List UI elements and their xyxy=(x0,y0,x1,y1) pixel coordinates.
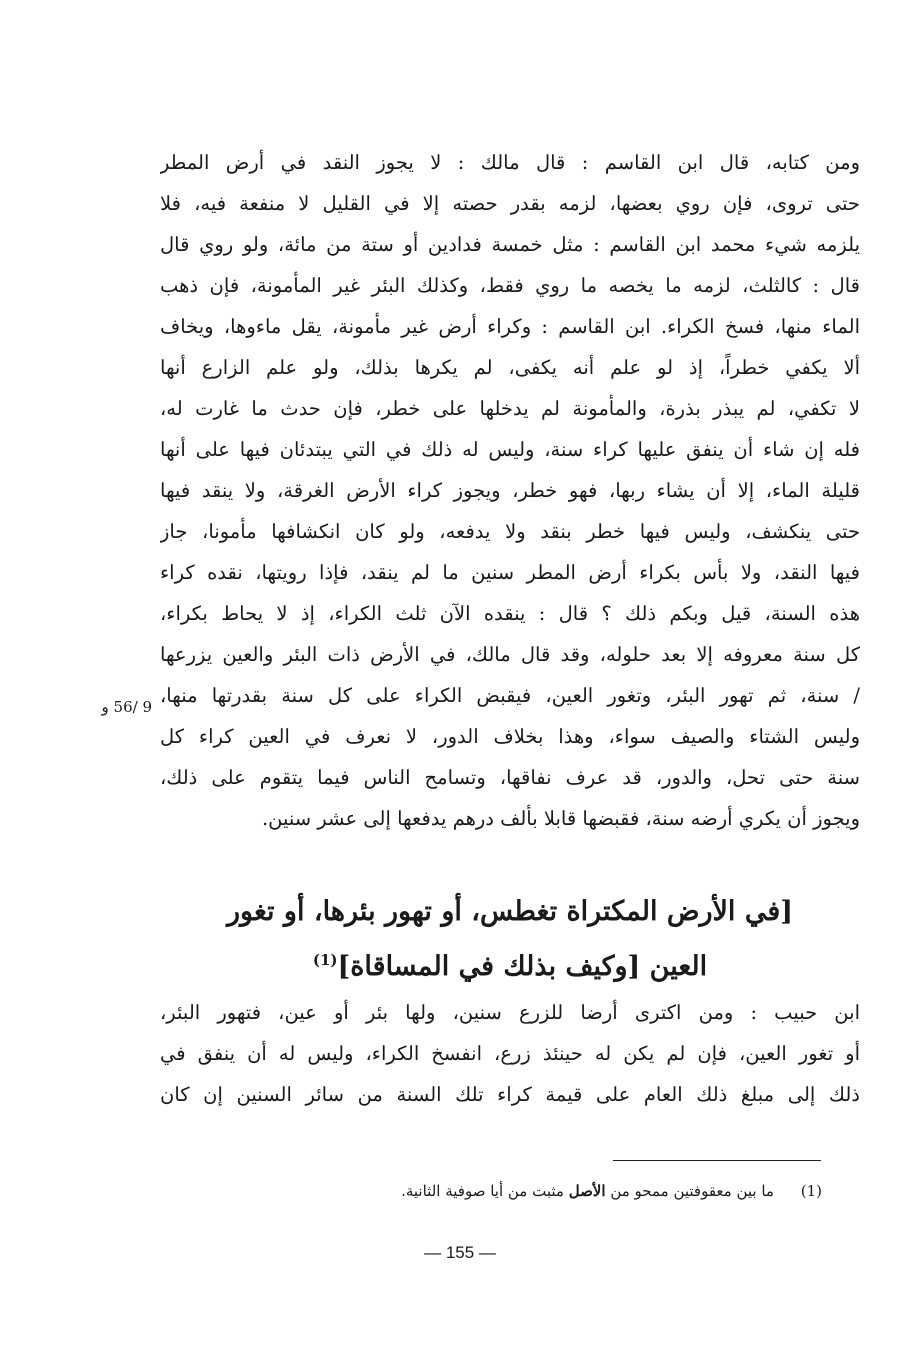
text-line: فيها النقد، ولا بأس بكراء أرض المطر سنين ما لم ينقد، فإذا رويتها، نقده كراء xyxy=(160,561,860,584)
footnote xyxy=(360,1174,822,1208)
text-line: كل سنة معروفه إلا بعد حلوله، وقد قال مالك، في الأرض ذات البئر والعين يزرعها xyxy=(160,643,860,666)
text-line: هذه السنة، قيل وبكم ذلك ؟ قال : ينقده الآن ثلث الكراء، إذ لا يحاط بكراء، xyxy=(160,602,860,625)
text-line: ومن كتابه، قال ابن القاسم : قال مالك : لا يجوز النقد في أرض المطر xyxy=(160,151,860,174)
text-line: ابن حبيب : ومن اكترى أرضا للزرع سنين، ولها بئر أو عين، فتهور البئر، xyxy=(160,1001,860,1024)
heading-line: [في الأرض المكتراة تغطس، أو تهور بئرها، أو تغور xyxy=(226,896,794,927)
footnote-source-name: الأصل xyxy=(568,1182,606,1200)
text-line: سنة حتى تحل، والدور، قد عرف نفاقها، وتسامح الناس فيما يتقوم على ذلك، xyxy=(160,766,860,789)
text-line: وليس الشتاء والصيف سواء، وهذا بخلاف الدور، لا نعرف في العين كراء كل xyxy=(160,725,860,748)
text-line: يلزمه شيء محمد ابن القاسم : مثل خمسة فدادين أو ستة من مائة، ولو روي قال xyxy=(160,233,860,256)
footnote-reference: (1) xyxy=(312,951,338,969)
footnote-text: مثبت من أيا صوفية الثانية. xyxy=(401,1182,564,1200)
heading-line-text: العين [وكيف بذلك في المساقاة] xyxy=(337,951,708,982)
text-line: لا تكفي، لم يبذر بذرة، والمأمونة لم يدخلها على خطر، فإن حدث ما غارت له، xyxy=(160,397,860,420)
footnote-number: (1) xyxy=(800,1182,822,1200)
text-line: أو تغور العين، فإن لم يكن له حينئذ زرع، انفسخ الكراء، وليس له أن ينفق في xyxy=(160,1042,860,1065)
text-line: حتى تروى، فإن روي بعضها، لزمه بقدر حصته إلا في القليل لا منفعة فيه، فلا xyxy=(160,192,860,215)
text-line: ألا يكفي خطراً، إذ لو علم أنه يكفى، لم يكرها بذلك، ولو علم الزارع أنها xyxy=(160,356,860,379)
text-line: الماء منها، فسخ الكراء. ابن القاسم : وكراء أرض غير مأمونة، يقل ماءوها، ويخاف xyxy=(160,315,860,338)
section-heading xyxy=(180,888,840,984)
text-line: / سنة، ثم تهور البئر، وتغور العين، فيقبض الكراء على كل سنة بقدرتها منها، xyxy=(160,684,860,707)
heading-line xyxy=(180,936,840,984)
manuscript-folio-note: 9 /56 و xyxy=(101,698,152,716)
text-line: حتى ينكشف، وليس فيها خطر بنقد ولا يدفعه، ولو كان انكشافها مأمونا، جاز xyxy=(160,520,860,543)
footnote-text: ما بين معقوفتين ممحو من xyxy=(610,1182,774,1200)
body-paragraph-1 xyxy=(160,142,860,839)
text-line: قليلة الماء، إلا أن يشاء ربها، فهو خطر، ويجوز كراء الأرض الغرقة، ولا ينقد فيها xyxy=(160,479,860,502)
text-line: فله إن شاء أن ينفق عليها كراء سنة، وليس له ذلك في التي يبتدئان فيها على أنها xyxy=(160,438,860,461)
text-line: قال : كالثلث، لزمه ما يخصه ما روي فقط، وكذلك البئر غير المأمونة، فإن ذهب xyxy=(160,274,860,297)
footnote-divider xyxy=(613,1160,821,1161)
body-paragraph-2 xyxy=(160,992,860,1115)
text-line: ذلك إلى مبلغ ذلك العام على قيمة كراء تلك السنة من سائر السنين إن كان xyxy=(160,1083,860,1106)
text-line: ويجوز أن يكري أرضه سنة، فقبضها قابلا بألف درهم يدفعها إلى عشر سنين. xyxy=(261,807,860,830)
page-number: — 155 — xyxy=(424,1243,496,1262)
